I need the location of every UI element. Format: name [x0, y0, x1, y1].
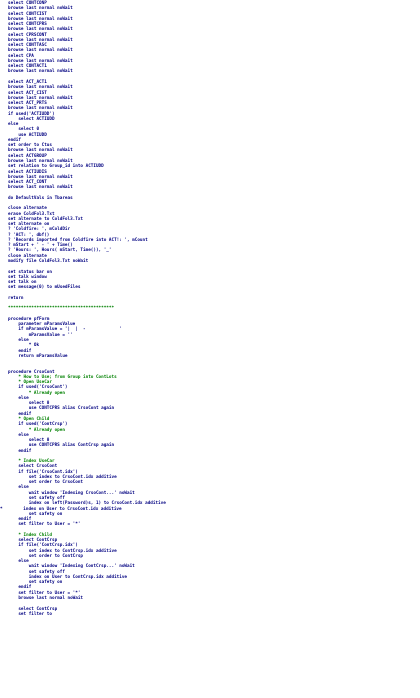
code-line: if mParamsValue = '| | - ' [8, 327, 122, 333]
code-line: select ACT_CONT [8, 180, 47, 186]
code-line: browse last normal noWait [8, 106, 73, 112]
code-line: index on User to ContCrsp.idx additive [8, 574, 127, 580]
code-line: select ContCrsp [8, 606, 58, 612]
code-line: if used('ContCrsp') [8, 422, 68, 428]
code-line: wait window 'Indexing ContCrsp...' noWait [8, 564, 135, 570]
code-line: ? 'ACT: ', dbf() [8, 232, 50, 238]
code-line: else [8, 432, 29, 438]
code-line: else [8, 122, 19, 128]
code-line: browse last normal noWait [8, 69, 73, 75]
code-line: browse last normal noWait [8, 174, 73, 180]
code-line: select ContCrsp [8, 538, 58, 544]
code-line: set safety off [8, 569, 65, 575]
code-line: else [8, 485, 29, 491]
code-line: select ACTGROUP [8, 153, 47, 159]
code-line: modify file ColdFol3.Txt noWait [8, 259, 89, 265]
code-line: procedure CrsoCont [8, 369, 55, 375]
code-line: * index on User to CrsoCont.idx additive [0, 506, 122, 512]
code-line: set safety on [8, 580, 63, 586]
code-line: return [8, 295, 24, 301]
code-line: browse last normal noWait [8, 185, 73, 191]
code-line: * Index UseCar [8, 459, 55, 465]
code-line: endif [8, 585, 32, 591]
code-line: return mParamsValue [8, 353, 68, 359]
code-line: use CONTCPRS alias CrsoCont again [8, 406, 115, 412]
code-line: procedure pfForm [8, 316, 50, 322]
code-line: select CPRSCONT [8, 32, 47, 38]
code-line: set order to Ctus [8, 143, 52, 149]
code-line: erase ColdFol3.Txt [8, 211, 55, 217]
code-line: endif [8, 448, 32, 454]
code-line: set alternate to ColdFol3.Txt [8, 216, 84, 222]
code-line: select CONTTASC [8, 43, 47, 49]
code-line: if file('ContCrsp.idx') [8, 543, 78, 549]
code-line: select ACT_CIST [8, 90, 47, 96]
code-line: * Index Child [8, 532, 52, 538]
code-line: endif [8, 411, 32, 417]
code-line: do DefaultVals in Tbareas [8, 195, 73, 201]
code-line: * Open UseCar [8, 380, 52, 386]
code-line: browse last normal noWait [8, 158, 73, 164]
code-line: * Already open [8, 427, 65, 433]
code-line: select CONTACT1 [8, 64, 47, 70]
code-line: if file('CrsoCont.idx') [8, 469, 78, 475]
code-line: browse last normal noWait [8, 85, 73, 91]
code-line: * Already open [8, 390, 65, 396]
code-line: set filter to User = '*' [8, 522, 81, 528]
code-line: close alternate [8, 253, 47, 259]
code-line: select CONTCPRS [8, 22, 47, 28]
code-line: if used('ACTIUDD') [8, 111, 55, 117]
code-line: else [8, 559, 29, 565]
code-line: set safety off [8, 495, 65, 501]
code-line: set alternate on [8, 222, 50, 228]
code-line: set talk on [8, 280, 37, 286]
code-line: select CONTCONP [8, 1, 47, 6]
code-line: set filter to User = '*' [8, 590, 81, 596]
code-line: browse last normal noWait [8, 6, 73, 12]
code-line: browse last normal noWait [8, 16, 73, 22]
code-line: set safety on [8, 511, 63, 517]
code-line: endif [8, 348, 32, 354]
code-line: select CONTCIST [8, 11, 47, 17]
code-line: browse last normal noWait [8, 596, 84, 602]
code-line: use ACTIUDD [8, 132, 47, 138]
code-line: else [8, 395, 29, 401]
code-line: set talk window [8, 274, 47, 280]
code-line: ? 'Records imported from Coldfire into ACT!: ', mCount [8, 237, 148, 243]
code-line: close alternate [8, 206, 47, 212]
code-line: select 0 [8, 438, 50, 444]
code-line: browse last normal noWait [8, 27, 73, 33]
code-line: * Open Child [8, 416, 50, 422]
code-line: set relation to Group_id into ACTIUDD [8, 164, 104, 170]
code-line: ? 'Hours: ', Hours( mStart, Time()), '_' [8, 248, 112, 254]
code-line: browse last normal noWait [8, 148, 73, 154]
code-line: ***************************************** [8, 306, 115, 312]
code-line: select 0 [8, 401, 50, 407]
code-line: set message(0) to mUsedFiles [8, 285, 81, 291]
code-line: if used('CrsoCont') [8, 385, 68, 391]
code-line: * How to Use; from Group into ContLots [8, 374, 117, 380]
code-line: browse last normal noWait [8, 48, 73, 54]
code-line: browse last normal noWait [8, 37, 73, 43]
code-line: ? mStart + ' - ' + Time() [8, 243, 73, 249]
code-line: mParamsValue = '' [8, 332, 73, 338]
code-line: parameter mParamsValue [8, 322, 76, 328]
code-line: index on left(Password)s, 1) to CrsoCont.idx additive [8, 501, 166, 507]
code-line: set index to ContCrsp.idx additive [8, 548, 117, 554]
code-line: select ACTIUDD [8, 116, 55, 122]
code-line: set index to CrsoCont.idx additive [8, 474, 117, 480]
code-line: use CONTCPRS alias ContCrsp again [8, 443, 115, 449]
code-line: select 0 [8, 127, 40, 133]
code-line: set order to ContCrsp [8, 553, 84, 559]
code-line: ? 'Coldfire: ', mColdDir [8, 227, 71, 233]
code-line: endif [8, 517, 32, 523]
code-line: endif [8, 137, 21, 143]
code-line: browse last normal noWait [8, 58, 73, 64]
code-line: select CPA [8, 53, 34, 59]
code-line: browse last normal noWait [8, 95, 73, 101]
code-line: select CrsoCont [8, 464, 58, 470]
code-line: select ACTIUDIS [8, 169, 47, 175]
code-line: wait window 'Indexing CrsoCont...' noWait [8, 490, 135, 496]
code-line: set filter to [8, 611, 52, 617]
code-line: set status bar on [8, 269, 52, 275]
code-line: set order to CrsoCont [8, 480, 84, 486]
code-line: * Ok [8, 343, 40, 349]
code-line: select ACT_ACT1 [8, 79, 47, 85]
code-line: else [8, 338, 29, 343]
code-line: select ACT_PRTS [8, 101, 47, 107]
